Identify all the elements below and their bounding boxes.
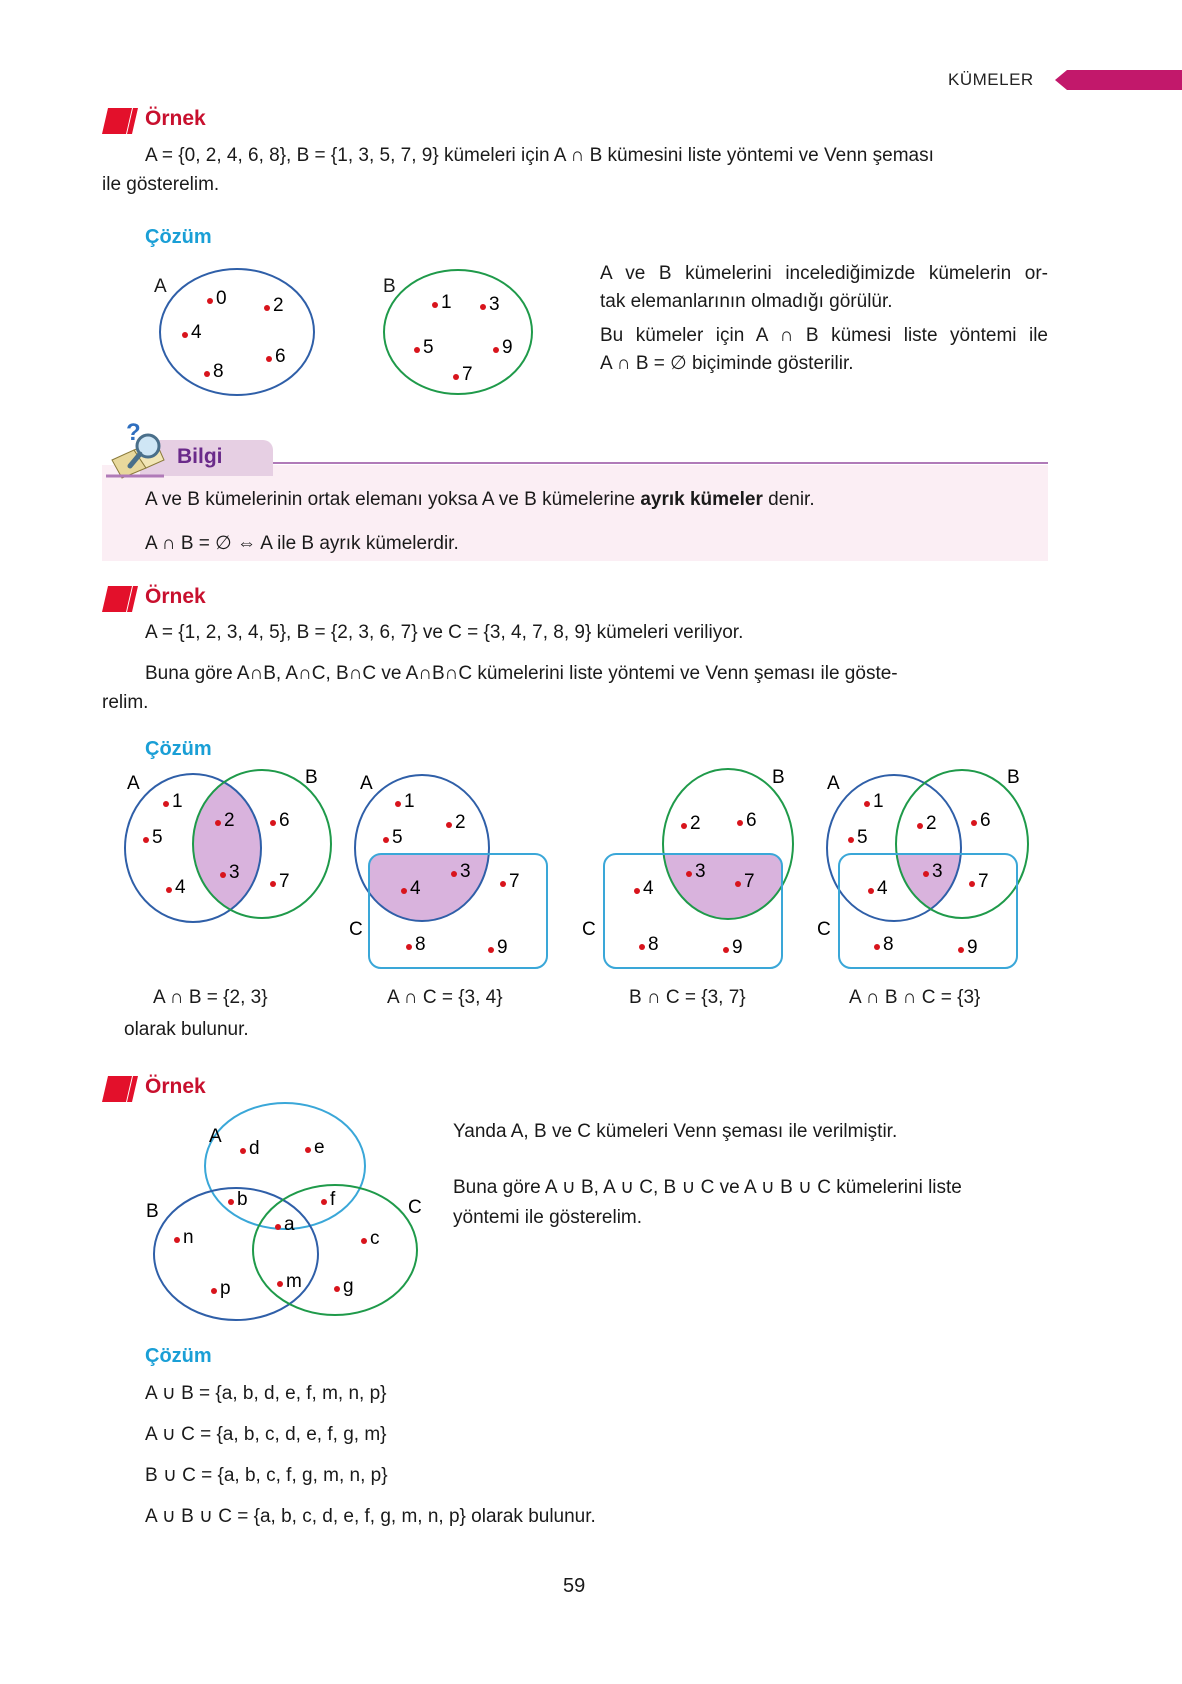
info-line1: A ve B kümelerinin ortak elemanı yoksa A ve B kümelerine ayrık kümeler denir. xyxy=(145,489,815,510)
svg-text:C: C xyxy=(349,919,363,940)
answer-a-union-c: A ∪ C = {a, b, c, d, e, f, g, m} xyxy=(145,1424,387,1445)
set-b-circle xyxy=(154,1188,318,1320)
set-b-label: B xyxy=(383,276,396,297)
svg-text:3: 3 xyxy=(229,862,240,883)
svg-text:d: d xyxy=(249,1138,260,1159)
svg-text:f: f xyxy=(330,1189,336,1210)
svg-text:1: 1 xyxy=(172,791,183,812)
example-3-solution-label: Çözüm xyxy=(145,1345,212,1367)
svg-text:4: 4 xyxy=(643,878,654,899)
example-1-text-line2: ile gösterelim. xyxy=(102,174,220,195)
svg-text:8: 8 xyxy=(213,361,224,382)
magnifier-question-icon xyxy=(104,420,170,482)
svg-text:2: 2 xyxy=(224,810,235,831)
svg-text:B: B xyxy=(305,767,318,788)
svg-text:3: 3 xyxy=(932,861,943,882)
svg-text:g: g xyxy=(343,1276,354,1297)
svg-text:2: 2 xyxy=(455,812,466,833)
svg-text:A: A xyxy=(360,773,373,794)
svg-text:5: 5 xyxy=(152,827,163,848)
svg-text:A: A xyxy=(827,773,840,794)
example-3-text1: Yanda A, B ve C kümeleri Venn şeması ile verilmiştir. xyxy=(453,1121,898,1142)
example-2-conclusion: olarak bulunur. xyxy=(124,1019,249,1040)
answer-b-union-c: B ∪ C = {a, b, c, f, g, m, n, p} xyxy=(145,1465,388,1486)
set-a-circle xyxy=(160,269,314,395)
svg-text:n: n xyxy=(183,1227,194,1248)
svg-text:2: 2 xyxy=(926,813,937,834)
svg-text:6: 6 xyxy=(279,810,290,831)
example-3-venn xyxy=(140,1100,440,1325)
page-number: 59 xyxy=(563,1575,586,1597)
venn-b-intersect-c xyxy=(580,760,810,970)
svg-text:5: 5 xyxy=(857,827,868,848)
example-1-explanation: A ve B kümelerini incelediğimizde kümelerin or- tak elemanlarının olmadığı görülür. Bu kümeler için A ∩ B kümesi liste yöntemi ile A ∩ B = ∅ biçiminde gösterilir. xyxy=(600,263,1048,374)
example-2-text-line3: relim. xyxy=(102,692,149,713)
svg-text:9: 9 xyxy=(732,937,743,958)
example-2-text-line2: Buna göre A∩B, A∩C, B∩C ve A∩B∩C kümelerini liste yöntemi ve Venn şeması ile göste- xyxy=(145,663,898,684)
example-3-label: Örnek xyxy=(145,1075,206,1098)
example-2-text-line1: A = {1, 2, 3, 4, 5}, B = {2, 3, 6, 7} ve C = {3, 4, 7, 8, 9} kümeleri veriliyor. xyxy=(145,622,744,643)
svg-text:p: p xyxy=(220,1278,231,1299)
svg-text:2: 2 xyxy=(273,295,284,316)
ornek-icon xyxy=(102,584,140,614)
result-a-intersect-b-intersect-c: A ∩ B ∩ C = {3} xyxy=(849,987,981,1008)
svg-text:?: ? xyxy=(126,420,141,446)
svg-text:8: 8 xyxy=(415,934,426,955)
result-b-intersect-c: B ∩ C = {3, 7} xyxy=(629,987,746,1008)
svg-text:6: 6 xyxy=(746,810,757,831)
svg-text:1: 1 xyxy=(404,791,415,812)
svg-text:a: a xyxy=(284,1214,295,1235)
svg-text:3: 3 xyxy=(695,861,706,882)
info-line2: A ∩ B = ∅ ⇔ A ile B ayrık kümelerdir. xyxy=(145,533,459,554)
svg-text:C: C xyxy=(582,919,596,940)
svg-text:2: 2 xyxy=(690,813,701,834)
example-1-solution-label: Çözüm xyxy=(145,226,212,248)
svg-text:7: 7 xyxy=(978,871,989,892)
svg-text:5: 5 xyxy=(392,827,403,848)
example-1-venn xyxy=(140,262,600,412)
example-1-text-line1: A = {0, 2, 4, 6, 8}, B = {1, 3, 5, 7, 9} kümeleri için A ∩ B kümesini liste yöntemi ve Venn şeması xyxy=(145,145,934,166)
info-label: Bilgi xyxy=(177,445,223,468)
svg-text:7: 7 xyxy=(462,364,473,385)
svg-text:4: 4 xyxy=(191,322,202,343)
example-2-label: Örnek xyxy=(145,585,206,608)
svg-text:5: 5 xyxy=(423,337,434,358)
set-a-circle xyxy=(205,1103,365,1229)
answer-a-union-b: A ∪ B = {a, b, d, e, f, m, n, p} xyxy=(145,1383,387,1404)
svg-text:0: 0 xyxy=(216,288,227,309)
svg-text:4: 4 xyxy=(175,877,186,898)
svg-text:1: 1 xyxy=(441,292,452,313)
svg-text:8: 8 xyxy=(648,934,659,955)
result-a-intersect-c: A ∩ C = {3, 4} xyxy=(387,987,503,1008)
chapter-title: KÜMELER xyxy=(948,70,1034,89)
answer-a-union-b-union-c: A ∪ B ∪ C = {a, b, c, d, e, f, g, m, n, p} olarak bulunur. xyxy=(145,1506,596,1527)
svg-text:7: 7 xyxy=(509,871,520,892)
svg-text:7: 7 xyxy=(744,871,755,892)
svg-text:3: 3 xyxy=(489,294,500,315)
svg-text:b: b xyxy=(237,1189,248,1210)
svg-text:B: B xyxy=(1007,767,1020,788)
svg-text:A: A xyxy=(127,773,140,794)
svg-text:3: 3 xyxy=(460,861,471,882)
svg-text:9: 9 xyxy=(502,337,513,358)
info-rule xyxy=(270,462,1048,464)
svg-text:1: 1 xyxy=(873,791,884,812)
ornek-icon xyxy=(102,1074,140,1104)
svg-text:9: 9 xyxy=(967,937,978,958)
set-a-label: A xyxy=(154,276,167,297)
chapter-tab xyxy=(1045,68,1182,92)
example-3-text2-line2: yöntemi ile gösterelim. xyxy=(453,1207,643,1228)
svg-text:C: C xyxy=(817,919,831,940)
example-3-text2-line1: Buna göre A ∪ B, A ∪ C, B ∪ C ve A ∪ B ∪ C kümelerini liste xyxy=(453,1177,962,1198)
svg-text:e: e xyxy=(314,1137,325,1158)
venn-a-intersect-b xyxy=(115,760,335,930)
svg-text:6: 6 xyxy=(980,810,991,831)
svg-text:4: 4 xyxy=(877,878,888,899)
result-a-intersect-b: A ∩ B = {2, 3} xyxy=(153,987,268,1008)
svg-text:6: 6 xyxy=(275,346,286,367)
svg-text:8: 8 xyxy=(883,934,894,955)
svg-text:B: B xyxy=(146,1201,159,1222)
venn-a-intersect-c xyxy=(345,760,565,970)
ornek-icon xyxy=(102,106,140,136)
svg-text:7: 7 xyxy=(279,871,290,892)
svg-text:4: 4 xyxy=(410,878,421,899)
svg-text:9: 9 xyxy=(497,937,508,958)
svg-text:C: C xyxy=(408,1197,422,1218)
svg-text:c: c xyxy=(370,1228,380,1249)
example-1-label: Örnek xyxy=(145,107,206,130)
svg-text:A: A xyxy=(209,1126,222,1147)
svg-text:B: B xyxy=(772,767,785,788)
svg-text:m: m xyxy=(286,1271,302,1292)
venn-a-intersect-b-intersect-c xyxy=(815,760,1055,970)
example-2-solution-label: Çözüm xyxy=(145,738,212,760)
